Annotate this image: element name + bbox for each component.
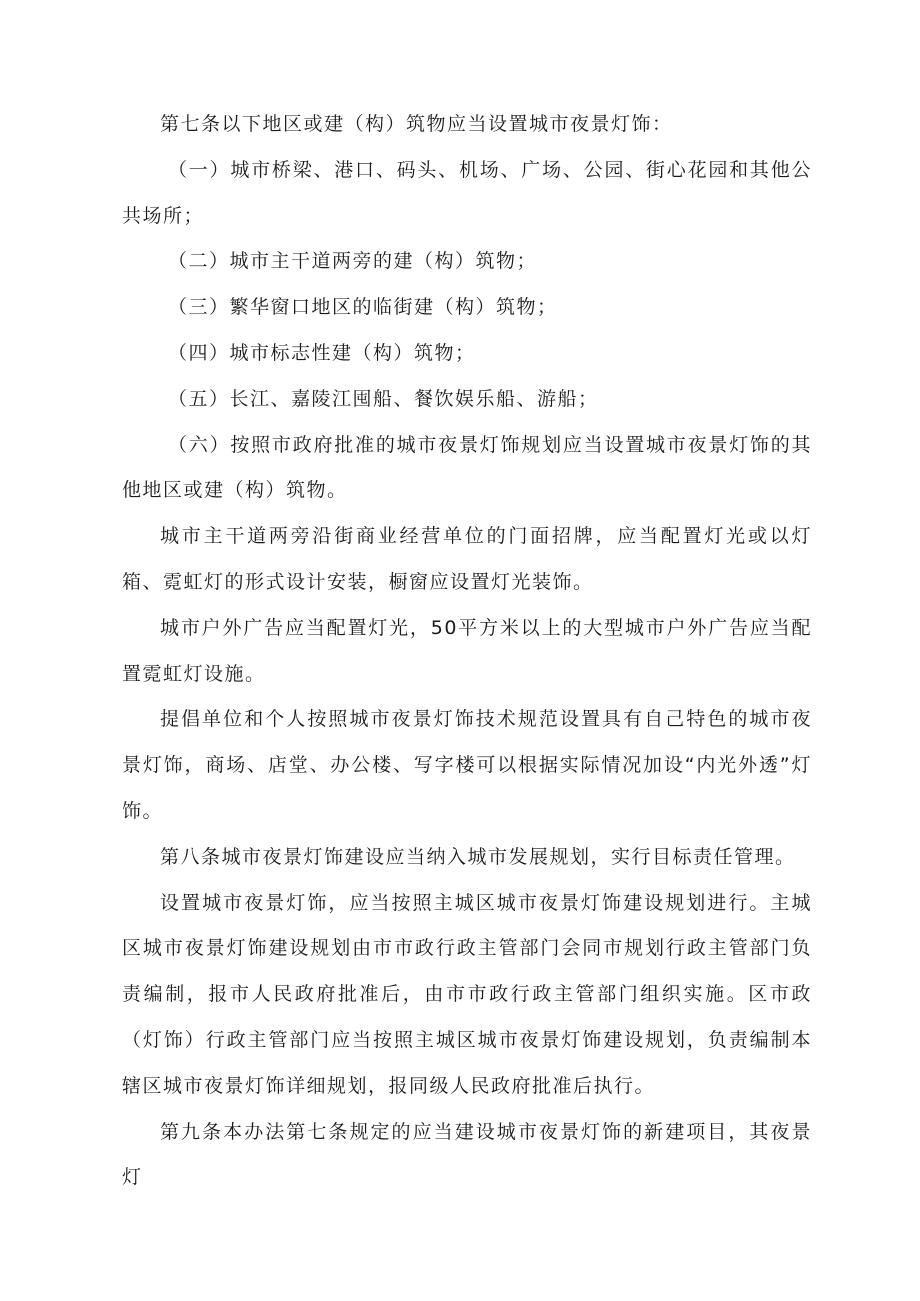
paragraph-shop-signs: 城市主干道两旁沿街商业经营单位的门面招牌，应当配置灯光或以灯箱、霓虹灯的形式设计安装，橱窗应设置灯光装饰。 <box>122 525 812 593</box>
paragraph-outdoor-ads: 城市户外广告应当配置灯光，50平方米以上的大型城市户外广告应当配置霓虹灯设施。 <box>122 616 812 685</box>
paragraph-article-7: 第七条以下地区或建（构）筑物应当设置城市夜景灯饰： <box>160 113 673 135</box>
paragraph-planning: 设置城市夜景灯饰，应当按照主城区城市夜景灯饰建设规划进行。主城区城市夜景灯饰建设规划由市市政行政主管部门会同市规划行政主管部门负责编制，报市人民政府批准后，由市市政行政主管部门组织实施。区市政（灯饰）行政主管部门应当按照主城区城市夜景灯饰建设规划，负责编制本辖区城市夜景灯饰详细规划，报同级人民政府批准后执行。 <box>122 891 812 1097</box>
document-body <box>122 102 812 1201</box>
list-item-5: （五）长江、嘉陵江囤船、餐饮娱乐船、游船； <box>168 387 599 410</box>
list-item-3: （三）繁华窗口地区的临街建（构）筑物； <box>168 296 558 319</box>
paragraph-encouragement: 提倡单位和个人按照城市夜景灯饰技术规范设置具有自己特色的城市夜景灯饰，商场、店堂、办公楼、写字楼可以根据实际情况加设“内光外透”灯饰。 <box>122 708 812 822</box>
list-item-2: （二）城市主干道两旁的建（构）筑物； <box>168 250 538 273</box>
paragraph-article-8: 第八条城市夜景灯饰建设应当纳入城市发展规划，实行目标责任管理。 <box>160 845 796 868</box>
list-item-4: （四）城市标志性建（构）筑物； <box>168 341 476 364</box>
list-item-1: （一）城市桥梁、港口、码头、机场、广场、公园、街心花园和其他公共场所； <box>122 158 812 227</box>
paragraph-article-9: 第九条本办法第七条规定的应当建设城市夜景灯饰的新建项目，其夜景灯 <box>122 1120 812 1189</box>
list-item-6: （六）按照市政府批准的城市夜景灯饰规划应当设置城市夜景灯饰的其他地区或建（构）筑物。 <box>122 433 812 502</box>
